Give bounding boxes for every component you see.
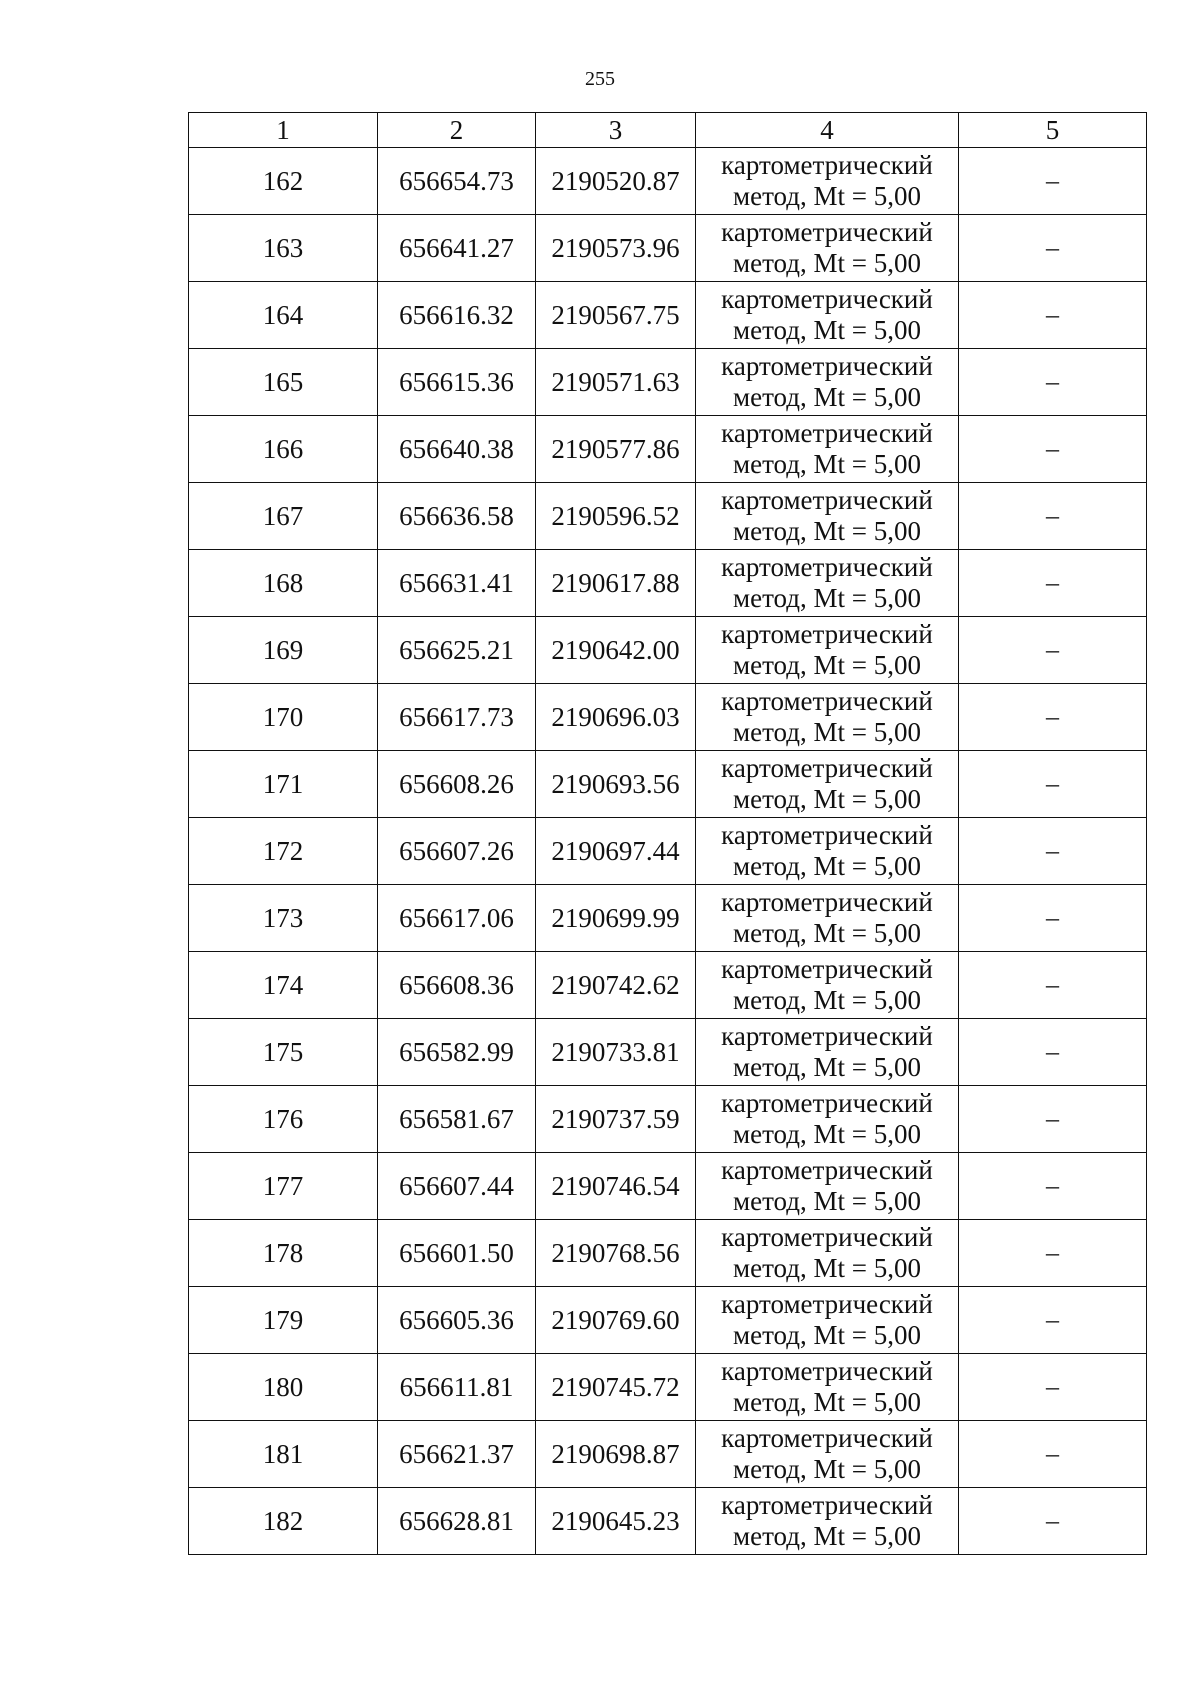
y-coordinate-cell: 2190693.56 <box>536 751 696 818</box>
y-coordinate-cell: 2190698.87 <box>536 1421 696 1488</box>
x-coordinate-cell: 656611.81 <box>378 1354 536 1421</box>
point-number-cell: 165 <box>189 349 378 416</box>
table-row <box>189 282 1147 349</box>
y-coordinate-cell: 2190573.96 <box>536 215 696 282</box>
method-line-2: метод, Mt = 5,00 <box>733 717 921 747</box>
note-cell: – <box>959 1220 1147 1287</box>
point-number-cell: 174 <box>189 952 378 1019</box>
y-coordinate-cell: 2190745.72 <box>536 1354 696 1421</box>
method-line-1: картометрический <box>721 619 933 649</box>
method-cell <box>696 885 959 952</box>
method-line-2: метод, Mt = 5,00 <box>733 1320 921 1350</box>
table-row <box>189 483 1147 550</box>
table-row <box>189 684 1147 751</box>
method-line-2: метод, Mt = 5,00 <box>733 1119 921 1149</box>
method-cell <box>696 1019 959 1086</box>
table-row <box>189 416 1147 483</box>
note-cell: – <box>959 1086 1147 1153</box>
method-cell <box>696 1086 959 1153</box>
y-coordinate-cell: 2190768.56 <box>536 1220 696 1287</box>
method-line-2: метод, Mt = 5,00 <box>733 1521 921 1551</box>
method-line-2: метод, Mt = 5,00 <box>733 516 921 546</box>
method-line-2: метод, Mt = 5,00 <box>733 449 921 479</box>
note-cell: – <box>959 1019 1147 1086</box>
method-cell <box>696 751 959 818</box>
method-line-2: метод, Mt = 5,00 <box>733 784 921 814</box>
y-coordinate-cell: 2190596.52 <box>536 483 696 550</box>
note-cell: – <box>959 483 1147 550</box>
note-cell: – <box>959 684 1147 751</box>
method-line-1: картометрический <box>721 217 933 247</box>
method-line-1: картометрический <box>721 552 933 582</box>
x-coordinate-cell: 656641.27 <box>378 215 536 282</box>
point-number-cell: 177 <box>189 1153 378 1220</box>
point-number-cell: 182 <box>189 1488 378 1555</box>
point-number-cell: 167 <box>189 483 378 550</box>
method-line-2: метод, Mt = 5,00 <box>733 315 921 345</box>
method-line-2: метод, Mt = 5,00 <box>733 1186 921 1216</box>
table-row <box>189 1421 1147 1488</box>
method-cell <box>696 1220 959 1287</box>
method-line-2: метод, Mt = 5,00 <box>733 851 921 881</box>
method-line-2: метод, Mt = 5,00 <box>733 181 921 211</box>
y-coordinate-cell: 2190769.60 <box>536 1287 696 1354</box>
method-line-1: картометрический <box>721 1021 933 1051</box>
note-cell: – <box>959 1421 1147 1488</box>
method-line-2: метод, Mt = 5,00 <box>733 918 921 948</box>
table-row <box>189 952 1147 1019</box>
method-cell <box>696 282 959 349</box>
header-col-1: 1 <box>189 113 378 148</box>
header-col-5: 5 <box>959 113 1147 148</box>
note-cell: – <box>959 952 1147 1019</box>
method-line-1: картометрический <box>721 820 933 850</box>
table-row <box>189 1220 1147 1287</box>
y-coordinate-cell: 2190742.62 <box>536 952 696 1019</box>
method-line-2: метод, Mt = 5,00 <box>733 382 921 412</box>
point-number-cell: 166 <box>189 416 378 483</box>
point-number-cell: 175 <box>189 1019 378 1086</box>
point-number-cell: 178 <box>189 1220 378 1287</box>
method-cell <box>696 550 959 617</box>
point-number-cell: 179 <box>189 1287 378 1354</box>
point-number-cell: 163 <box>189 215 378 282</box>
y-coordinate-cell: 2190733.81 <box>536 1019 696 1086</box>
table-row <box>189 1019 1147 1086</box>
table-row <box>189 550 1147 617</box>
y-coordinate-cell: 2190737.59 <box>536 1086 696 1153</box>
x-coordinate-cell: 656631.41 <box>378 550 536 617</box>
note-cell: – <box>959 1488 1147 1555</box>
y-coordinate-cell: 2190617.88 <box>536 550 696 617</box>
method-line-1: картометрический <box>721 1490 933 1520</box>
x-coordinate-cell: 656616.32 <box>378 282 536 349</box>
note-cell: – <box>959 1287 1147 1354</box>
method-line-1: картометрический <box>721 1356 933 1386</box>
point-number-cell: 164 <box>189 282 378 349</box>
point-number-cell: 181 <box>189 1421 378 1488</box>
table-row <box>189 148 1147 215</box>
point-number-cell: 170 <box>189 684 378 751</box>
x-coordinate-cell: 656615.36 <box>378 349 536 416</box>
page-number: 255 <box>585 68 615 90</box>
method-line-1: картометрический <box>721 351 933 381</box>
note-cell: – <box>959 885 1147 952</box>
x-coordinate-cell: 656636.58 <box>378 483 536 550</box>
note-cell: – <box>959 215 1147 282</box>
x-coordinate-cell: 656601.50 <box>378 1220 536 1287</box>
table-row <box>189 215 1147 282</box>
method-line-1: картометрический <box>721 1222 933 1252</box>
point-number-cell: 168 <box>189 550 378 617</box>
note-cell: – <box>959 282 1147 349</box>
table-row <box>189 751 1147 818</box>
method-cell <box>696 952 959 1019</box>
method-line-1: картометрический <box>721 686 933 716</box>
header-col-4: 4 <box>696 113 959 148</box>
header-col-2: 2 <box>378 113 536 148</box>
table-row <box>189 885 1147 952</box>
y-coordinate-cell: 2190571.63 <box>536 349 696 416</box>
table-row <box>189 1488 1147 1555</box>
point-number-cell: 176 <box>189 1086 378 1153</box>
method-cell <box>696 684 959 751</box>
method-cell <box>696 1488 959 1555</box>
note-cell: – <box>959 751 1147 818</box>
coordinates-table <box>188 112 1147 1555</box>
x-coordinate-cell: 656625.21 <box>378 617 536 684</box>
method-line-2: метод, Mt = 5,00 <box>733 985 921 1015</box>
method-line-1: картометрический <box>721 954 933 984</box>
method-line-1: картометрический <box>721 887 933 917</box>
method-cell <box>696 148 959 215</box>
x-coordinate-cell: 656640.38 <box>378 416 536 483</box>
point-number-cell: 180 <box>189 1354 378 1421</box>
note-cell: – <box>959 148 1147 215</box>
method-line-2: метод, Mt = 5,00 <box>733 1454 921 1484</box>
x-coordinate-cell: 656617.06 <box>378 885 536 952</box>
y-coordinate-cell: 2190696.03 <box>536 684 696 751</box>
x-coordinate-cell: 656605.36 <box>378 1287 536 1354</box>
method-cell <box>696 483 959 550</box>
method-line-1: картометрический <box>721 485 933 515</box>
method-line-2: метод, Mt = 5,00 <box>733 583 921 613</box>
y-coordinate-cell: 2190520.87 <box>536 148 696 215</box>
x-coordinate-cell: 656654.73 <box>378 148 536 215</box>
table-row <box>189 1153 1147 1220</box>
method-line-1: картометрический <box>721 1423 933 1453</box>
method-line-2: метод, Mt = 5,00 <box>733 1052 921 1082</box>
method-line-2: метод, Mt = 5,00 <box>733 1253 921 1283</box>
x-coordinate-cell: 656628.81 <box>378 1488 536 1555</box>
y-coordinate-cell: 2190567.75 <box>536 282 696 349</box>
method-cell <box>696 416 959 483</box>
method-cell <box>696 818 959 885</box>
x-coordinate-cell: 656581.67 <box>378 1086 536 1153</box>
method-cell <box>696 1421 959 1488</box>
method-cell <box>696 1354 959 1421</box>
method-line-1: картометрический <box>721 418 933 448</box>
method-cell <box>696 617 959 684</box>
table-row <box>189 1086 1147 1153</box>
note-cell: – <box>959 818 1147 885</box>
method-line-1: картометрический <box>721 1155 933 1185</box>
y-coordinate-cell: 2190642.00 <box>536 617 696 684</box>
table-row <box>189 617 1147 684</box>
point-number-cell: 162 <box>189 148 378 215</box>
method-cell <box>696 1287 959 1354</box>
y-coordinate-cell: 2190699.99 <box>536 885 696 952</box>
x-coordinate-cell: 656582.99 <box>378 1019 536 1086</box>
y-coordinate-cell: 2190697.44 <box>536 818 696 885</box>
method-line-1: картометрический <box>721 1088 933 1118</box>
x-coordinate-cell: 656621.37 <box>378 1421 536 1488</box>
method-line-2: метод, Mt = 5,00 <box>733 1387 921 1417</box>
table-body <box>189 148 1147 1555</box>
header-col-3: 3 <box>536 113 696 148</box>
table-row <box>189 1354 1147 1421</box>
method-line-2: метод, Mt = 5,00 <box>733 650 921 680</box>
note-cell: – <box>959 550 1147 617</box>
note-cell: – <box>959 1153 1147 1220</box>
table-row <box>189 1287 1147 1354</box>
note-cell: – <box>959 416 1147 483</box>
y-coordinate-cell: 2190746.54 <box>536 1153 696 1220</box>
point-number-cell: 173 <box>189 885 378 952</box>
method-cell <box>696 349 959 416</box>
point-number-cell: 171 <box>189 751 378 818</box>
method-cell <box>696 1153 959 1220</box>
note-cell: – <box>959 349 1147 416</box>
x-coordinate-cell: 656608.36 <box>378 952 536 1019</box>
x-coordinate-cell: 656607.44 <box>378 1153 536 1220</box>
table-row <box>189 349 1147 416</box>
x-coordinate-cell: 656617.73 <box>378 684 536 751</box>
method-line-1: картометрический <box>721 1289 933 1319</box>
method-line-1: картометрический <box>721 150 933 180</box>
header-row <box>189 113 1147 148</box>
point-number-cell: 169 <box>189 617 378 684</box>
method-cell <box>696 215 959 282</box>
method-line-2: метод, Mt = 5,00 <box>733 248 921 278</box>
method-line-1: картометрический <box>721 284 933 314</box>
x-coordinate-cell: 656608.26 <box>378 751 536 818</box>
point-number-cell: 172 <box>189 818 378 885</box>
y-coordinate-cell: 2190645.23 <box>536 1488 696 1555</box>
method-line-1: картометрический <box>721 753 933 783</box>
table-row <box>189 818 1147 885</box>
y-coordinate-cell: 2190577.86 <box>536 416 696 483</box>
table-header <box>189 113 1147 148</box>
note-cell: – <box>959 617 1147 684</box>
note-cell: – <box>959 1354 1147 1421</box>
x-coordinate-cell: 656607.26 <box>378 818 536 885</box>
